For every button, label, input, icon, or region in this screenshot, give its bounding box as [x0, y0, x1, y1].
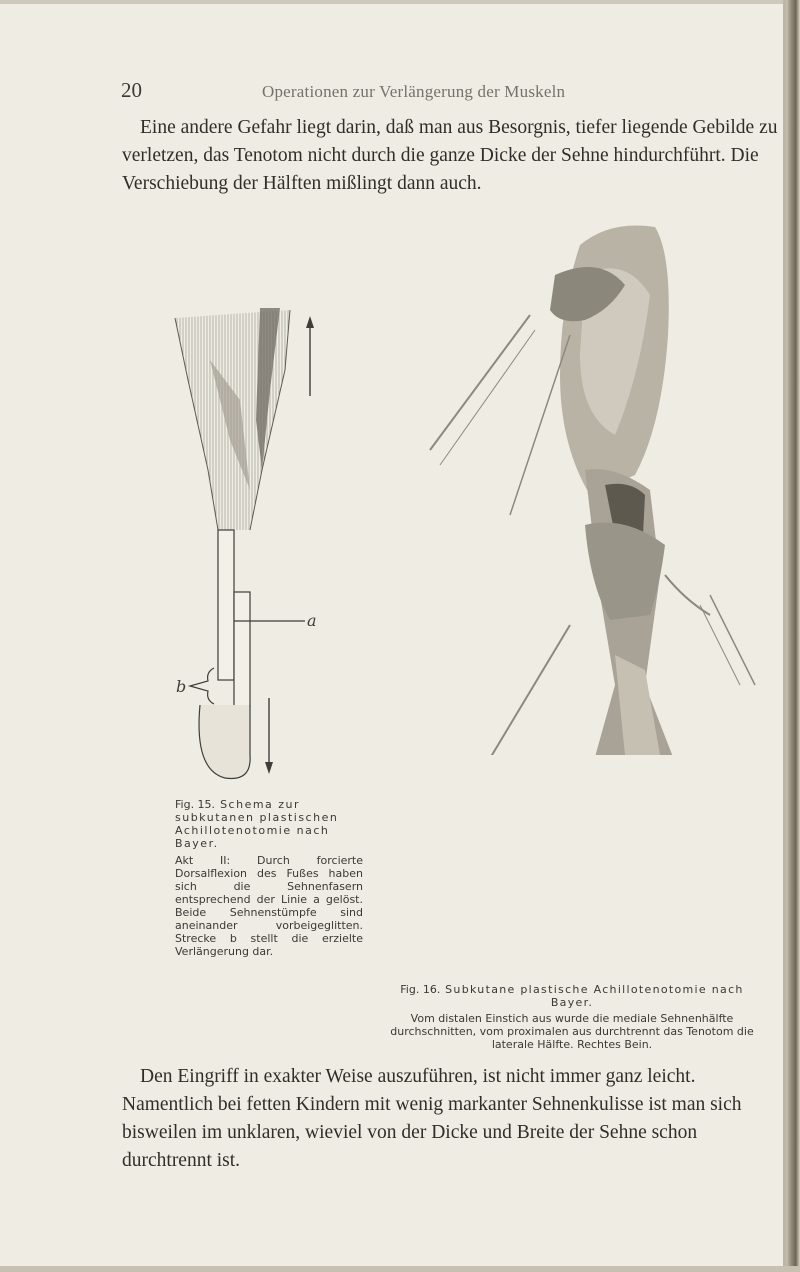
figure-16-caption [384, 983, 760, 1051]
paragraph-intro: Eine andere Gefahr liegt darin, daß man aus Besorgnis, tiefer liegende Gebilde zu verletzen, das Tenotom nicht durch die ganze Dicke der Sehne hindurchführt. Die Verschiebung der Hälften mißlingt dann auch. [122, 117, 778, 194]
running-title: Operationen zur Verlängerung der Muskeln [262, 82, 566, 101]
figure-16-illustration [410, 215, 760, 755]
figure-15-caption [175, 798, 363, 958]
page-top-edge [0, 0, 800, 4]
figure-16-number: Fig. 16. [400, 983, 441, 996]
paragraph-closing: Den Eingriff in exakter Weise auszuführen, ist nicht immer ganz leicht. Namentlich bei fetten Kindern mit wenig markanter Sehnenkulisse ist man sich bisweilen im unklaren, wieviel von der Dicke und Breite der Sehne schon durchtrennt ist. [122, 1066, 742, 1171]
figure-16-body: Vom distalen Einstich aus wurde die mediale Sehnenhälfte durchschnitten, vom proximalen aus durchtrennt das Tenotom die laterale Hälfte. Rechtes Bein. [390, 1012, 754, 1051]
label-a: a [307, 611, 317, 630]
book-binding [786, 0, 800, 1272]
page-bottom-edge [0, 1266, 800, 1272]
label-b: b [176, 677, 187, 696]
figure-15-schema [170, 300, 330, 790]
figure-15-number: Fig. 15. [175, 798, 216, 811]
page-number: 20 [121, 78, 142, 102]
figure-15-title: Schema zur subkutanen plastischen Achillotenotomie nach Bayer. [175, 798, 339, 850]
figure-16-title: Subkutane plastische Achillotenotomie nach Bayer. [445, 983, 744, 1009]
figure-15-body: Akt II: Durch forcierte Dorsalflexion des Fußes haben sich die Sehnenfasern entsprechend der Linie a gelöst. Beide Sehnenstümpfe sind aneinander vorbeigeglitten. Strecke b stellt die erzielte Verlängerung dar. [175, 854, 363, 958]
hand-lower-shape [585, 523, 665, 621]
